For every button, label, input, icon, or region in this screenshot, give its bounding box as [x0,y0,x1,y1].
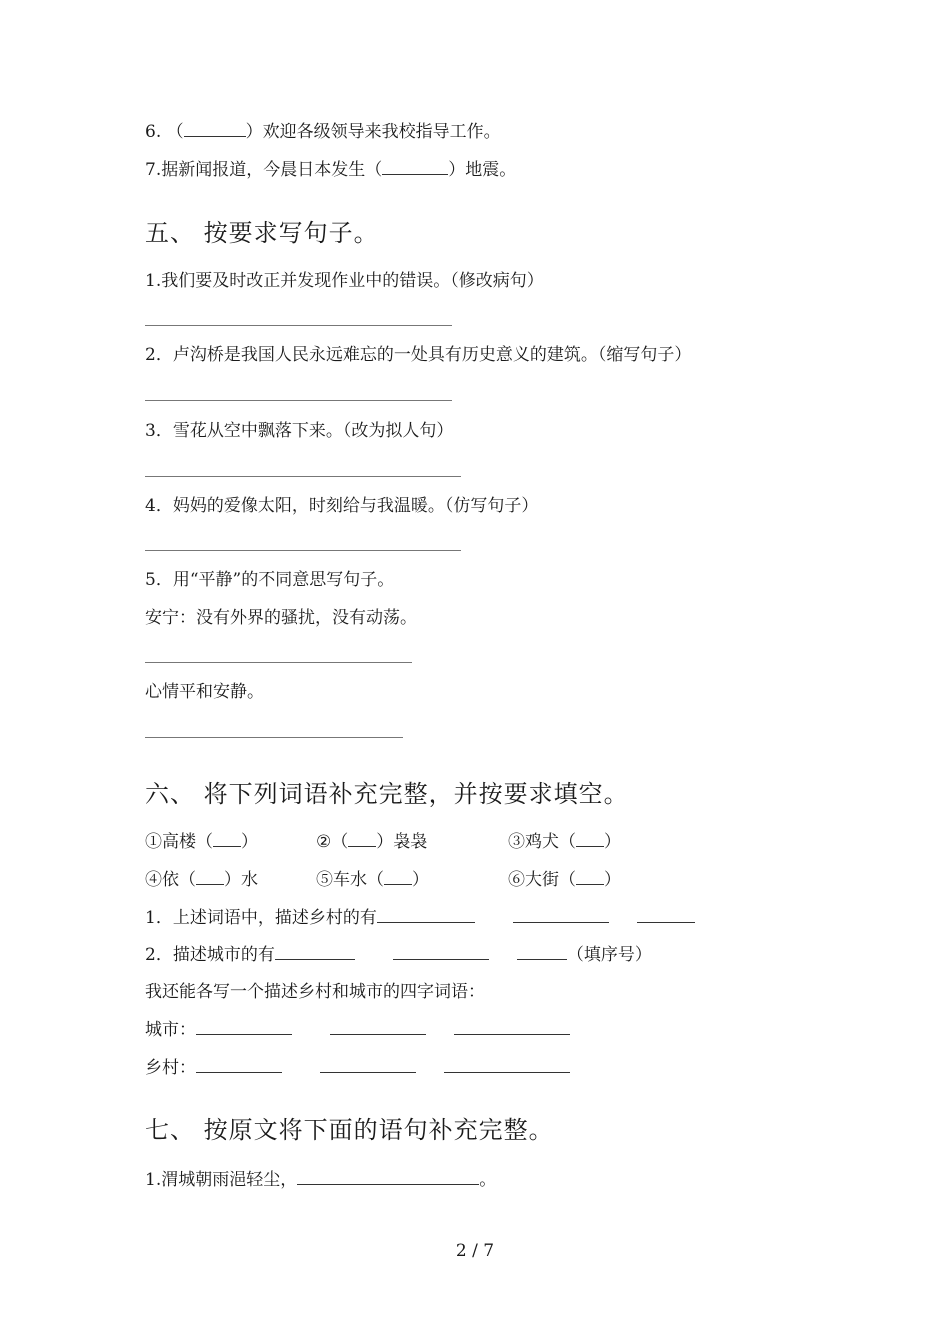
section-6-question-1 [145,906,695,929]
word-suffix: ） [604,870,621,890]
section-5-heading: 五、 按要求写句子。 [145,219,379,247]
section-5-question-4: 4．妈妈的爱像太阳，时刻给与我温暖。（仿写句子） [145,496,539,516]
answer-blank[interactable] [275,943,355,960]
answer-line[interactable] [145,737,403,738]
section-5-question-3: 3．雪花从空中飘落下来。（改为拟人句） [145,421,454,441]
word-prefix: ⑤车水（ [316,870,384,890]
answer-blank[interactable] [382,158,448,175]
word-suffix: ） [241,832,258,852]
question-6 [145,120,501,143]
word-item-1 [145,830,258,853]
answer-line[interactable] [145,476,461,477]
answer-blank[interactable] [184,120,246,137]
question-text: 2．描述城市的有 [145,945,275,965]
note-text: （填序号） [566,945,652,965]
answer-blank[interactable] [196,1056,282,1073]
word-prefix: ④依（ [145,870,196,890]
page-number: 2 / 7 [455,1241,495,1261]
answer-line[interactable] [145,550,461,551]
word-suffix: ） [412,870,429,890]
word-item-2 [316,830,427,853]
word-prefix: ①高楼（ [145,832,213,852]
answer-blank[interactable] [196,868,224,885]
section-5-question-2: 2．卢沟桥是我国人民永远难忘的一处具有历史意义的建筑。（缩写句子） [145,345,692,365]
village-row [145,1056,570,1079]
word-prefix: ⑥大街（ [508,870,576,890]
section-5-question-1: 1.我们要及时改正并发现作业中的错误。（修改病句） [145,271,544,291]
answer-blank[interactable] [517,943,567,960]
answer-blank[interactable] [196,1018,292,1035]
answer-blank[interactable] [454,1018,570,1035]
meaning-b: 心情平和安静。 [145,682,264,702]
word-suffix: ） [604,832,621,852]
answer-blank[interactable] [320,1056,416,1073]
word-item-3 [508,830,621,853]
question-text: 1．上述词语中，描述乡村的有 [145,908,377,928]
question-6-prefix: 6. （ [145,122,184,142]
word-prefix: ②（ [316,832,349,852]
question-7 [145,158,516,181]
section-5-question-5: 5．用“平静”的不同意思写句子。 [145,570,395,590]
question-text: 1.渭城朝雨浥轻尘， [145,1170,298,1190]
question-7-prefix: 7.据新闻报道，今晨日本发生（ [145,160,383,180]
section-6-heading: 六、 将下列词语补充完整，并按要求填空。 [145,780,629,808]
answer-line[interactable] [145,400,452,401]
answer-blank[interactable] [513,906,609,923]
answer-blank[interactable] [576,868,604,885]
city-label: 城市： [145,1020,196,1040]
village-label: 乡村： [145,1058,196,1078]
answer-blank[interactable] [348,830,376,847]
meaning-a: 安宁：没有外界的骚扰，没有动荡。 [145,608,417,628]
answer-blank[interactable] [576,830,604,847]
question-suffix: 。 [479,1170,497,1190]
answer-blank[interactable] [213,830,241,847]
answer-line[interactable] [145,662,412,663]
word-suffix: ）水 [224,870,258,890]
answer-blank[interactable] [393,943,489,960]
word-prefix: ③鸡犬（ [508,832,576,852]
answer-line[interactable] [145,325,452,326]
section-6-question-3: 我还能各写一个描述乡村和城市的四字词语： [145,982,485,1002]
word-suffix: ）袅袅 [376,832,428,852]
answer-blank[interactable] [330,1018,426,1035]
word-item-6 [508,868,621,891]
section-7-heading: 七、 按原文将下面的语句补充完整。 [145,1116,554,1144]
word-item-5 [316,868,429,891]
word-item-4 [145,868,258,891]
answer-blank[interactable] [377,906,475,923]
city-row [145,1018,570,1041]
section-7-question-1 [145,1168,496,1191]
answer-blank[interactable] [297,1168,479,1185]
answer-blank[interactable] [444,1056,570,1073]
question-7-suffix: ）地震。 [448,160,517,180]
question-6-suffix: ）欢迎各级领导来我校指导工作。 [245,122,501,142]
answer-blank[interactable] [637,906,695,923]
section-6-question-2 [145,943,652,966]
answer-blank[interactable] [384,868,412,885]
